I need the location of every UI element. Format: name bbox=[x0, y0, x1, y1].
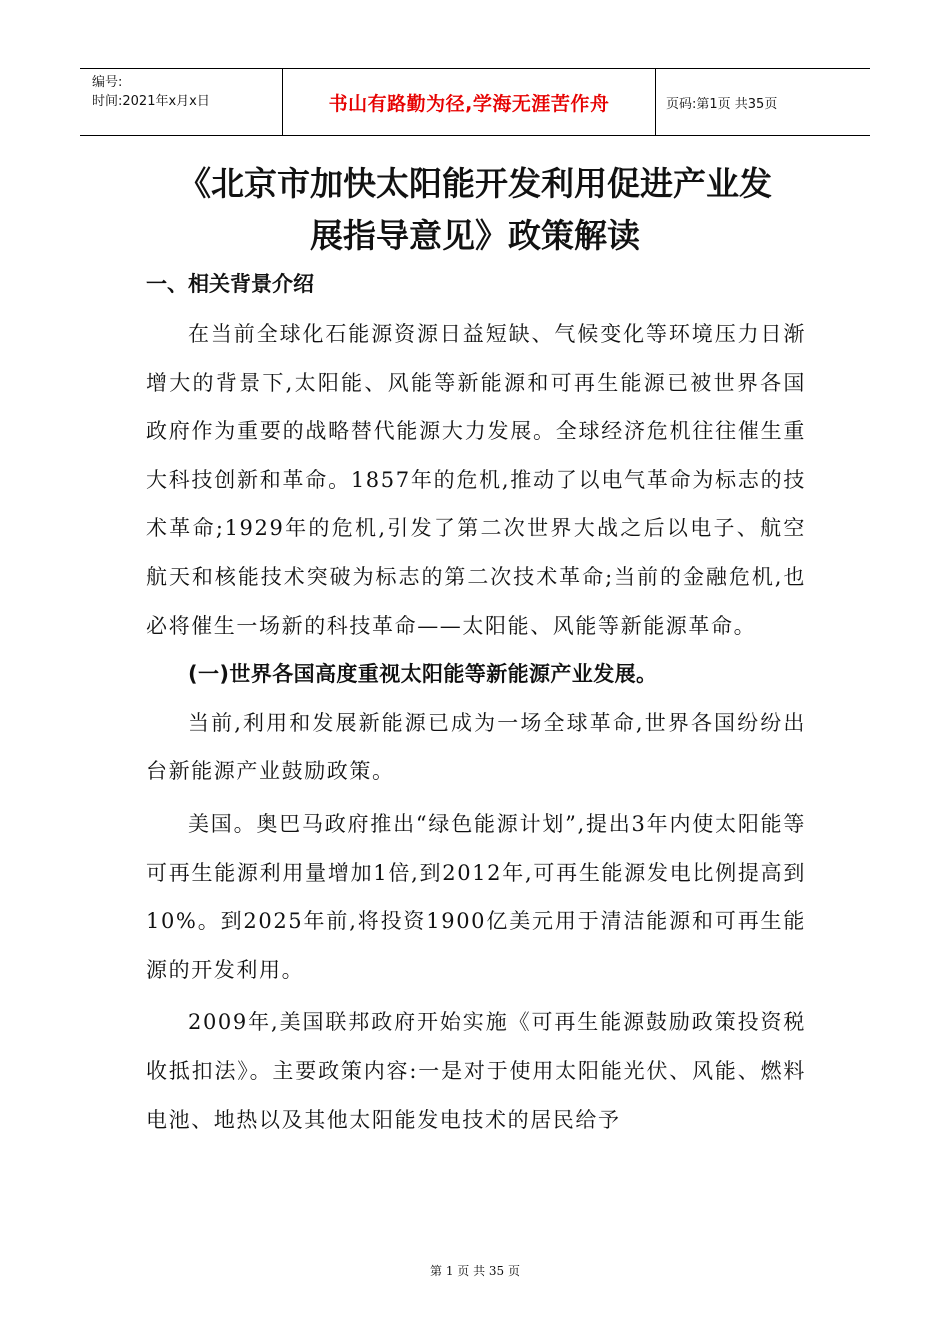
document-header bbox=[80, 68, 870, 136]
paragraph-usa: 美国。奥巴马政府推出“绿色能源计划”,提出3年内使太阳能等可再生能源利用量增加1倍,到2012年,可再生能源发电比例提高到10%。到2025年前,将投资1900亿美元用于清洁能源和可再生能源的开发利用。 bbox=[146, 811, 806, 982]
section-heading: 一、相关背景介绍 bbox=[146, 272, 314, 296]
document-number-label: 编号: bbox=[92, 75, 123, 90]
header-page-info: 页码:第1页 共35页 bbox=[666, 96, 778, 112]
document-time-label: 时间:2021年x月x日 bbox=[92, 94, 210, 109]
title-line-2: 展指导意见》政策解读 bbox=[310, 216, 640, 255]
paragraph-global-revolution: 当前,利用和发展新能源已成为一场全球革命,世界各国纷纷出台新能源产业鼓励政策。 bbox=[146, 710, 806, 784]
document-body bbox=[146, 310, 806, 1144]
paragraph-usa-tax-law: 2009年,美国联邦政府开始实施《可再生能源鼓励政策投资税收抵扣法》。主要政策内容:一是对于使用太阳能光伏、风能、燃料电池、地热以及其他太阳能发电技术的居民给予 bbox=[146, 1010, 806, 1132]
header-motto: 书山有路勤为径,学海无涯苦作舟 bbox=[282, 69, 656, 135]
title-line-1: 《北京市加快太阳能开发利用促进产业发 bbox=[178, 164, 772, 203]
header-meta-cell bbox=[80, 69, 282, 135]
page-footer: 第 1 页 共 35 页 bbox=[430, 1264, 520, 1278]
paragraph-background: 在当前全球化石能源资源日益短缺、气候变化等环境压力日渐增大的背景下,太阳能、风能等新能源和可再生能源已被世界各国政府作为重要的战略替代能源大力发展。全球经济危机往往催生重大科技创新和革命。1857年的危机,推动了以电气革命为标志的技术革命;1929年的危机,引发了第二次世界大战之后以电子、航空航天和核能技术突破为标志的第二次技术革命;当前的金融危机,也必将催生一场新的科技革命——太阳能、风能等新能源革命。 bbox=[146, 322, 806, 638]
document-title bbox=[130, 158, 820, 262]
subsection-heading: (一)世界各国高度重视太阳能等新能源产业发展。 bbox=[188, 662, 658, 687]
